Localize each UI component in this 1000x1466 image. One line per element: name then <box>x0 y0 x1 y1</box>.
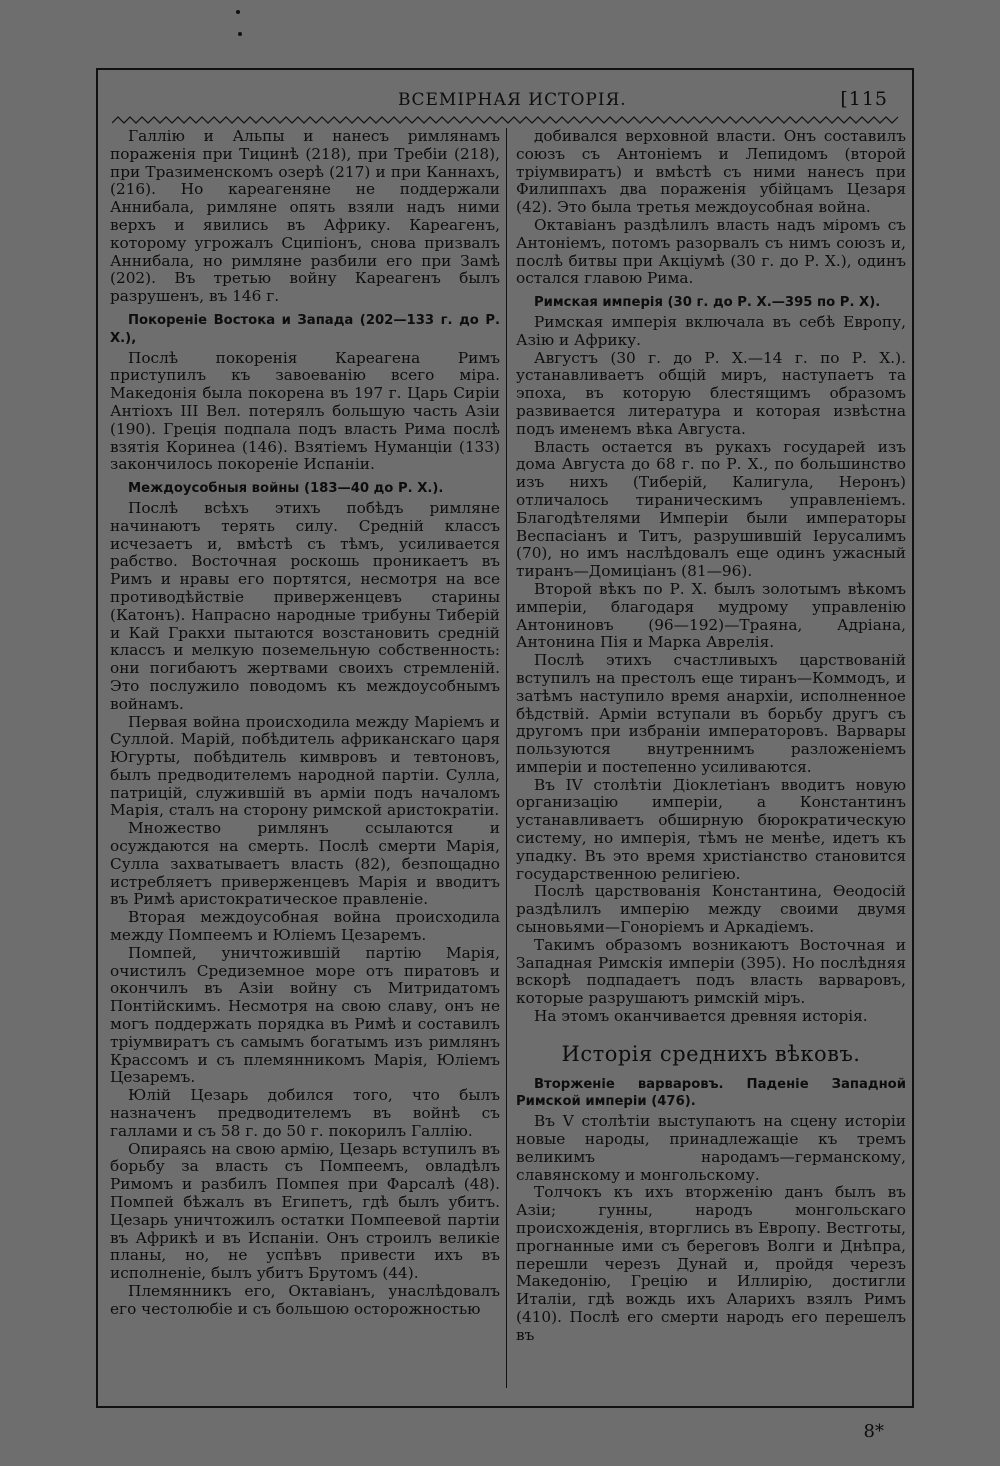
paragraph: Толчокъ къ ихъ вторженію данъ былъ въ Азіи; гунны, народъ монгольскаго происхожденія, вторглись въ Европу. Вестготы, прогнанные ими съ береговъ Волги и Днѣпра, перешли черезъ Дунай и, пройдя черезъ Македонію, Грецію и Иллирію, достигли Италіи, гдѣ вождь ихъ Аларихъ взялъ Римъ (410). Послѣ его смерти народъ его перешелъ въ <box>516 1183 906 1344</box>
paragraph: Послѣ царствованія Константина, Ѳеодосій раздѣлилъ имперію между своими двумя сыновьями—Гоноріемъ и Аркадіемъ. <box>516 882 906 937</box>
paragraph: Власть остается въ рукахъ государей изъ дома Августа до 68 г. по Р. Х., по большинство изъ нихъ (Тиберій, Калигула, Неронъ) отличалось тираническимъ управленіемъ. Благодѣтелями Имперіи были императоры Веспасіанъ и Титъ, разрушившій Іерусалимъ (70), но имъ наслѣдовалъ еще одинъ ужасный тиранъ—Домиціанъ (81—96). <box>516 437 906 581</box>
paragraph: Октавіанъ раздѣлилъ власть надъ міромъ съ Антоніемъ, потомъ разорвалъ съ нимъ союзъ и, послѣ битвы при Акціумѣ (30 г. до Р. Х.), одинъ остался главою Рима. <box>516 215 906 288</box>
paragraph: добивался верховной власти. Онъ составилъ союзъ съ Антоніемъ и Лепидомъ (второй тріумвиратъ) и вмѣстѣ съ ними нанесъ при Филиппахъ два пораженія убійцамъ Цезаря (42). Это была третья междоусобная война. <box>516 128 906 217</box>
paragraph: Въ V столѣтіи выступаютъ на сцену исторіи новые народы, принадлежащіе къ тремъ великимъ народамъ—германскому, славянскому и монгольскому. <box>516 1112 906 1184</box>
paragraph: Помпей, уничтожившій партію Марія, очистилъ Средиземное море отъ пиратовъ и окончилъ въ Азіи войну съ Митридатомъ Понтійскимъ. Несмотря на свою славу, онъ не могъ поддержать порядка въ Римѣ и составилъ тріумвиратъ съ самымъ богатымъ изъ римлянъ Крассомъ и съ племянникомъ Марія, Юліемъ Цезаремъ. <box>110 943 500 1087</box>
page-number: [115 <box>840 88 888 110</box>
paragraph: Множество римлянъ ссылаются и осуждаются на смерть. Послѣ смерти Марія, Сулла захватываетъ власть (82), безпощадно истребляетъ приверженцевъ Марія и вводитъ въ Римѣ аристократическое правленіе. <box>110 819 500 909</box>
chapter-title: Исторія среднихъ вѣковъ. <box>561 1041 861 1066</box>
paragraph: Такимъ образомъ возникаютъ Восточная и Западная Римскія имперіи (395). Но послѣдняя вскорѣ подпадаетъ подъ власть варваровъ, которые разрушаютъ римскій міръ. <box>516 935 906 1008</box>
section-heading: Покореніе Востока и Запада (202—133 г. до Р. Х.), <box>110 312 500 346</box>
page-frame <box>96 68 914 1442</box>
ink-speck <box>236 10 240 14</box>
ornamental-rule <box>112 116 902 124</box>
paragraph: На этомъ оканчивается древняя исторія. <box>534 1007 868 1026</box>
paragraph: Послѣ этихъ счастливыхъ царствованій вступилъ на престолъ еще тиранъ—Коммодъ, и затѣмъ наступило время анархіи, исполненное бѣдствій. Арміи вступали въ борьбу другъ съ другомъ при избраніи императоровъ. Варвары пользуются внутреннимъ разложеніемъ имперіи и постепенно усиливаются. <box>516 651 906 776</box>
section-heading: Междоусобныя войны (183—40 до Р. Х.). <box>128 481 444 497</box>
paragraph: Послѣ всѣхъ этихъ побѣдъ римляне начинаютъ терять силу. Средній классъ исчезаетъ и, вмѣстѣ съ тѣмъ, усиливается рабство. Восточная роскошь проникаетъ въ Римъ и нравы его портятся, несмотря на все противодѣйствіе приверженцевъ старины (Катонъ). Напрасно народные трибуны Тиберій и Кай Гракхи пытаются возстановить средній классъ и мелкую поземельную собственность: они погибаютъ жертвами своихъ стремленій. Это послужило поводомъ къ междоусобнымъ войнамъ. <box>110 498 500 713</box>
left-column <box>110 128 500 1392</box>
printer-signature: 8* <box>863 1421 884 1442</box>
paragraph: Племянникъ его, Октавіанъ, унаслѣдовалъ его честолюбіе и съ большою осторожностью <box>110 1282 500 1318</box>
paragraph: Опираясь на свою армію, Цезарь вступилъ въ борьбу за власть съ Помпеемъ, овладѣлъ Римомъ и разбилъ Помпея при Фарсалѣ (48). Помпей бѣжалъ въ Египетъ, гдѣ былъ убитъ. Цезарь уничтожилъ остатки Помпеевой партіи въ Африкѣ и въ Испаніи. Онъ строилъ великіе планы, но, не успѣвъ привести ихъ въ исполненіе, былъ убитъ Брутомъ (44). <box>110 1139 500 1283</box>
paragraph: Галлію и Альпы и нанесъ римлянамъ пораженія при Тицинѣ (218), при Требіи (218), при Тразименскомъ озерѣ (217) и при Каннахъ, (216). Но кареагеняне не поддержали Аннибала, римляне опять взяли надъ ними верхъ и явились въ Африку. Кареагенъ, которому угрожалъ Сципіонъ, снова призвалъ Аннибала, но римляне разбили его при Замѣ (202). Въ третью войну Кареагенъ былъ разрушенъ, въ 146 г. <box>110 128 500 306</box>
ink-speck <box>238 32 242 36</box>
paragraph: Послѣ покоренія Кареагена Римъ приступилъ къ завоеванію всего міра. Македонія была покорена въ 197 г. Царь Сиріи Антіохъ III Вел. потерялъ большую часть Азіи (190). Греція подпала подъ власть Рима послѣ взятія Коринеа (146). Взятіемъ Нуманціи (133) закончилось покореніе Испаніи. <box>110 348 500 474</box>
paragraph: Августъ (30 г. до Р. Х.—14 г. по Р. Х.). устанавливаетъ общій миръ, наступаетъ та эпоха, въ которую блестящимъ образомъ развивается литература и которая извѣстна подъ именемъ вѣка Августа. <box>516 348 906 438</box>
paragraph: Въ IV столѣтіи Діоклетіанъ вводитъ новую организацію имперіи, а Константинъ устанавливаетъ обширную бюрократическую систему, но имперія, тѣмъ не менѣе, идетъ къ упадку. Въ это время христіанство становится государственною религіею. <box>516 775 906 883</box>
column-divider <box>506 128 507 1388</box>
paragraph: Вторая междоусобная война происходила между Помпеемъ и Юліемъ Цезаремъ. <box>110 908 500 945</box>
running-title: ВСЕМІРНАЯ ИСТОРІЯ. <box>398 90 627 110</box>
paragraph: Юлій Цезарь добился того, что былъ назначенъ предводителемъ въ войнѣ съ галлами и съ 58 г. до 50 г. покорилъ Галлію. <box>110 1086 500 1140</box>
paragraph: Первая война происходила между Маріемъ и Суллой. Марій, побѣдитель африканскаго царя Югурты, побѣдитель кимвровъ и тевтоновъ, былъ предводителемъ народной партіи. Сулла, патрицій, служившій въ арміи подъ началомъ Марія, сталъ на сторону римской аристократіи. <box>110 712 500 820</box>
running-header <box>98 86 912 116</box>
right-column <box>516 128 906 1392</box>
paragraph: Второй вѣкъ по Р. Х. былъ золотымъ вѣкомъ имперіи, благодаря мудрому управленію Антониновъ (96—192)—Траяна, Адріана, Антонина Пія и Марка Аврелія. <box>516 579 906 652</box>
section-heading: Римская имперія (30 г. до Р. Х.—395 по Р. Х). <box>534 295 881 311</box>
section-heading: Вторженіе варваровъ. Паденіе Западной Римской имперіи (476). <box>516 1076 906 1110</box>
paragraph: Римская имперія включала въ себѣ Европу, Азію и Африку. <box>516 312 906 349</box>
